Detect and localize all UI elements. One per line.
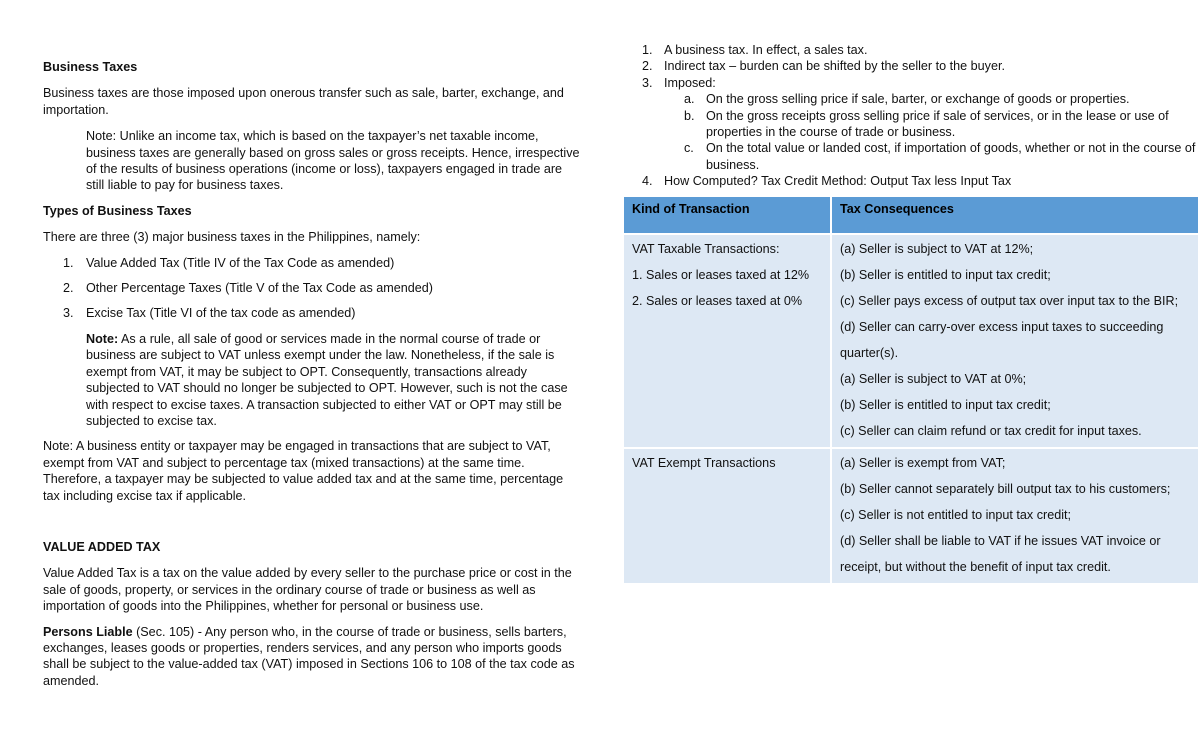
cell-line: (c) Seller can claim refund or tax credit for input taxes. bbox=[840, 423, 1142, 438]
table-header-row bbox=[623, 196, 1199, 234]
persons-liable-text: (Sec. 105) - Any person who, in the course of trade or business, sells barters, exchanges, leases goods or properties, renders services, and any person who imports goods shall be subject to the value-added tax (VAT) imposed in Sections 106 to 108 of the tax code as amended. bbox=[43, 624, 575, 688]
persons-liable bbox=[43, 624, 583, 690]
income-tax-note: Note: Unlike an income tax, which is based on the taxpayer’s net taxable income, business taxes are generally based on gross sales or gross receipts. Hence, irrespective of the results of business operations (income or loss), taxpayers engaged in trade are still liable to pay for business taxes. bbox=[86, 129, 580, 193]
vat-heading: VALUE ADDED TAX bbox=[43, 539, 161, 554]
sublist-item bbox=[664, 108, 1200, 141]
list-number: 2. bbox=[642, 59, 653, 74]
business-taxes-definition: Business taxes are those imposed upon onerous transfer such as sale, barter, exchange, and importation. bbox=[43, 86, 564, 117]
list-text: Value Added Tax (Title IV of the Tax Code as amended) bbox=[86, 255, 395, 270]
header-tax-consequences: Tax Consequences bbox=[831, 196, 1199, 234]
cell-line: VAT Exempt Transactions bbox=[632, 456, 776, 471]
cell-line: (c) Seller pays excess of output tax over input tax to the BIR; bbox=[840, 293, 1179, 308]
note-text: As a rule, all sale of good or services made in the normal course of trade or business are subject to VAT unless exempt under the law. Nonetheless, if the sale is exempt from VAT, it may be subject to OPT. Consequently, transactions already subjected to VAT should no longer be subjected to OPT. However, such is not the case with respect to excise taxes. A transaction subjected to either VAT or OPT may still be subjected to excise tax. bbox=[86, 331, 568, 428]
cell-line: (b) Seller is entitled to input tax credit; bbox=[840, 397, 1051, 412]
cell-line: (d) Seller shall be liable to VAT if he issues VAT invoice or bbox=[840, 534, 1161, 549]
sublist-text: On the total value or landed cost, if importation of goods, whether or not in the course of business. bbox=[706, 141, 1196, 172]
vat-exempt-consequences-cell bbox=[831, 448, 1199, 584]
left-column bbox=[43, 59, 583, 689]
list-number: 3. bbox=[63, 306, 74, 321]
list-number: 1. bbox=[642, 43, 653, 57]
list-item bbox=[43, 280, 583, 296]
cell-line: (a) Seller is subject to VAT at 0%; bbox=[840, 371, 1027, 386]
sublist-item bbox=[664, 140, 1200, 173]
cell-line: 1. Sales or leases taxed at 12% bbox=[632, 267, 810, 282]
business-taxes-heading: Business Taxes bbox=[43, 60, 138, 74]
table-row bbox=[623, 448, 1199, 584]
cell-line: (a) Seller is subject to VAT at 12%; bbox=[840, 241, 1034, 256]
persons-liable-label: Persons Liable bbox=[43, 624, 133, 639]
vat-characteristics-list bbox=[622, 42, 1200, 190]
sublist-letter: a. bbox=[684, 92, 695, 107]
cell-line: (d) Seller can carry-over excess input taxes to succeeding bbox=[840, 319, 1164, 334]
sublist-text: On the gross receipts gross selling price if sale of services, or in the lease or use of properties in the course of trade or business. bbox=[706, 108, 1169, 140]
types-heading: Types of Business Taxes bbox=[43, 203, 192, 218]
sublist-text: On the gross selling price if sale, barter, or exchange of goods or properties. bbox=[706, 92, 1130, 107]
list-text: How Computed? Tax Credit Method: Output Tax less Input Tax bbox=[664, 174, 1012, 189]
cell-line: VAT Taxable Transactions: bbox=[632, 241, 780, 256]
list-number: 3. bbox=[642, 75, 653, 90]
list-text: A business tax. In effect, a sales tax. bbox=[664, 43, 868, 57]
cell-line: quarter(s). bbox=[840, 345, 899, 360]
list-item bbox=[43, 305, 583, 321]
table-row bbox=[623, 234, 1199, 448]
cell-line: (b) Seller cannot separately bill output tax to his customers; bbox=[840, 482, 1171, 497]
cell-line: (a) Seller is exempt from VAT; bbox=[840, 456, 1006, 471]
vat-taxable-kind-cell bbox=[623, 234, 831, 448]
list-text: Indirect tax – burden can be shifted by the seller to the buyer. bbox=[664, 59, 1005, 74]
tax-consequences-table bbox=[622, 195, 1200, 586]
sublist-item bbox=[664, 91, 1200, 107]
right-column bbox=[622, 42, 1200, 585]
vat-opt-note bbox=[86, 331, 583, 429]
imposed-sublist bbox=[664, 91, 1200, 173]
list-item bbox=[622, 75, 1200, 173]
list-item bbox=[622, 173, 1200, 189]
cell-line: 2. Sales or leases taxed at 0% bbox=[632, 293, 803, 308]
list-item bbox=[43, 255, 583, 271]
sublist-letter: c. bbox=[684, 141, 694, 156]
header-kind-of-transaction: Kind of Transaction bbox=[623, 196, 831, 234]
note-label: Note: bbox=[86, 331, 119, 346]
list-item bbox=[622, 58, 1200, 74]
vat-definition: Value Added Tax is a tax on the value added by every seller to the purchase price or cost in the sale of goods, property, or services in the ordinary course of trade or business as well as importation of goods into the Philippines, whether for personal or business use. bbox=[43, 566, 572, 614]
vat-exempt-kind-cell bbox=[623, 448, 831, 584]
list-text: Imposed: bbox=[664, 75, 716, 90]
list-text: Other Percentage Taxes (Title V of the Tax Code as amended) bbox=[86, 281, 433, 296]
cell-line: (c) Seller is not entitled to input tax credit; bbox=[840, 508, 1071, 523]
list-number: 1. bbox=[63, 255, 74, 270]
list-number: 4. bbox=[642, 174, 653, 189]
types-intro: There are three (3) major business taxes in the Philippines, namely: bbox=[43, 230, 421, 245]
list-text: Excise Tax (Title VI of the tax code as amended) bbox=[86, 306, 356, 321]
mixed-transactions-note: Note: A business entity or taxpayer may be engaged in transactions that are subject to VAT, exempt from VAT and subject to percentage tax (mixed transactions) at the same time. Therefore, a taxpayer may be subjected to value added tax and at the same time, percentage tax including excise tax if applicable. bbox=[43, 439, 564, 503]
cell-line: receipt, but without the benefit of input tax credit. bbox=[840, 560, 1111, 575]
vat-taxable-consequences-cell bbox=[831, 234, 1199, 448]
types-list bbox=[43, 255, 583, 322]
list-number: 2. bbox=[63, 281, 74, 296]
cell-line: (b) Seller is entitled to input tax credit; bbox=[840, 267, 1051, 282]
list-item bbox=[622, 42, 1200, 58]
sublist-letter: b. bbox=[684, 108, 695, 123]
